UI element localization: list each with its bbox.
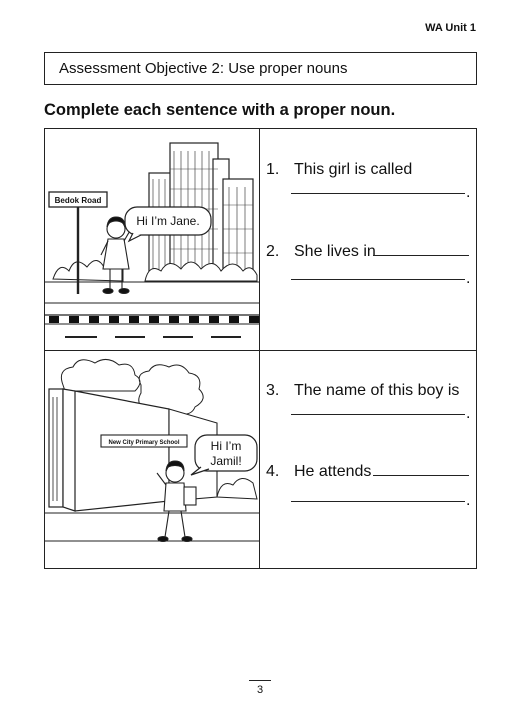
question-4-number: 4. — [266, 463, 280, 480]
question-3-text: The name of this boy is — [294, 382, 460, 399]
assessment-objective-text: Assessment Objective 2: Use proper nouns — [59, 60, 348, 77]
boy-school-drawing — [45, 351, 259, 571]
question-1-period: . — [466, 184, 471, 201]
speech-text-girl: Hi I’m Jane. — [136, 214, 200, 228]
road-kerb-stripes — [49, 316, 259, 323]
assessment-objective-box — [44, 52, 477, 85]
question-4-period: . — [466, 492, 471, 509]
answer-line-1[interactable] — [291, 193, 465, 194]
question-3 — [266, 382, 459, 400]
girl-street-drawing — [45, 129, 259, 349]
instruction-heading: Complete each sentence with a proper noun. — [44, 101, 396, 119]
school-wall — [63, 389, 169, 511]
question-1-text: This girl is called — [294, 161, 413, 178]
answer-line-3[interactable] — [291, 414, 465, 415]
question-2-period: . — [466, 270, 471, 287]
unit-label: WA Unit 1 — [425, 22, 476, 34]
worksheet-grid — [44, 128, 477, 569]
question-3-period: . — [466, 405, 471, 422]
question-2 — [266, 243, 376, 261]
page-number: 3 — [256, 684, 264, 696]
answer-line-4b[interactable] — [291, 501, 465, 502]
question-2-number: 2. — [266, 243, 280, 260]
school-sign-text: New City Primary School — [108, 440, 180, 446]
street-sign-text: Bedok Road — [54, 196, 102, 205]
question-1-number: 1. — [266, 161, 280, 178]
illustration-girl-street — [45, 129, 259, 349]
answer-line-4a[interactable] — [373, 475, 469, 476]
grid-divider-vertical — [259, 129, 260, 568]
illustration-boy-school — [45, 351, 259, 571]
question-3-number: 3. — [266, 382, 280, 399]
gate-pillar — [49, 389, 63, 507]
question-2-text: She lives in — [294, 243, 376, 260]
answer-line-2a[interactable] — [373, 255, 469, 256]
question-4-text: He attends — [294, 463, 372, 480]
page-number-rule — [249, 680, 271, 681]
question-4 — [266, 463, 371, 481]
answer-line-2b[interactable] — [291, 279, 465, 280]
speech-text-boy-line1: Hi I’m — [210, 439, 242, 453]
question-1 — [266, 161, 412, 179]
speech-text-boy-line2: Jamil! — [210, 454, 242, 468]
